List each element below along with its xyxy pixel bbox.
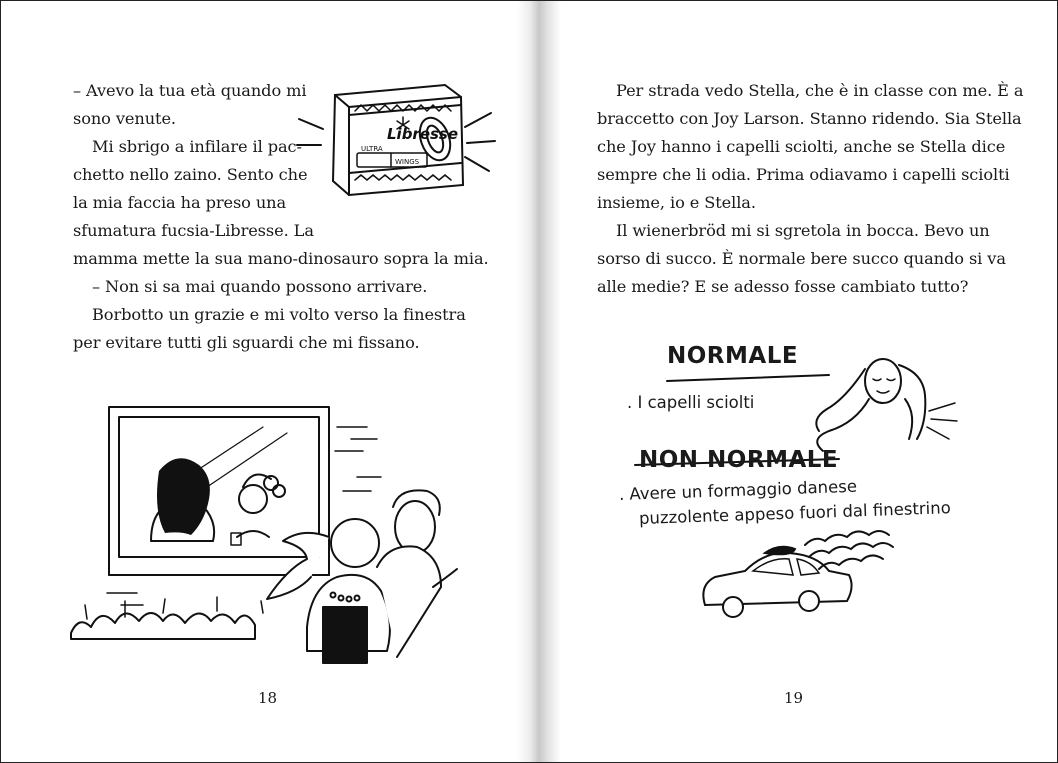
note-non-normale-item-line1: . Avere un formaggio danese (618, 476, 858, 504)
package-brand-label: Libresse (387, 125, 459, 143)
paragraph-line: insieme, io e Stella. (597, 193, 756, 212)
page-number: 18 (258, 689, 278, 707)
paragraph-line: Per strada vedo Stella, che è in classe con me. È a (616, 81, 1024, 100)
paragraph-line: – Avevo la tua età quando mi (73, 81, 307, 100)
page-number: 19 (784, 689, 804, 707)
right-page (529, 1, 1057, 762)
note-normale-item: . I capelli sciolti (627, 393, 755, 412)
paragraph-line: sfumatura fucsia-Libresse. La (73, 221, 314, 240)
paragraph-line: Borbotto un grazie e mi volto verso la finestra (92, 305, 466, 324)
paragraph-line: sempre che li odia. Prima odiavamo i capelli sciolti (597, 165, 1010, 184)
paragraph-line: braccetto con Joy Larson. Stanno ridendo. Sia Stella (597, 109, 1022, 128)
note-normale-title: NORMALE (667, 343, 799, 369)
paragraph-line: – Non si sa mai quando possono arrivare. (92, 277, 428, 296)
paragraph-line: mamma mette la sua mano-dinosauro sopra la mia. (73, 249, 489, 268)
paragraph-line: che Joy hanno i capelli sciolti, anche se Stella dice (597, 137, 1006, 156)
pad-package-illustration (295, 77, 505, 207)
paragraph-line: la mia faccia ha preso una (73, 193, 287, 212)
window-scene-illustration (67, 387, 467, 669)
paragraph-line: per evitare tutti gli sguardi che mi fissano. (73, 333, 420, 352)
paragraph-line: alle medie? E se adesso fosse cambiato tutto? (597, 277, 969, 296)
package-ultra-label: ULTRA (361, 145, 383, 153)
right-page-text (597, 77, 1024, 301)
paragraph-line: sono venute. (73, 109, 176, 128)
note-non-normale-title: NON NORMALE (639, 447, 839, 473)
paragraph-line: sorso di succo. È normale bere succo quando si va (597, 249, 1006, 268)
package-wings-label: WINGS (395, 158, 420, 166)
note-non-normale-item-line2: puzzolente appeso fuori dal finestrino (638, 498, 952, 528)
paragraph-line: Il wienerbröd mi si sgretola in bocca. Bevo un (616, 221, 990, 240)
paragraph-line: Mi sbrigo a infilare il pac- (92, 137, 302, 156)
left-page (1, 1, 529, 762)
paragraph-line: chetto nello zaino. Sento che (73, 165, 308, 184)
